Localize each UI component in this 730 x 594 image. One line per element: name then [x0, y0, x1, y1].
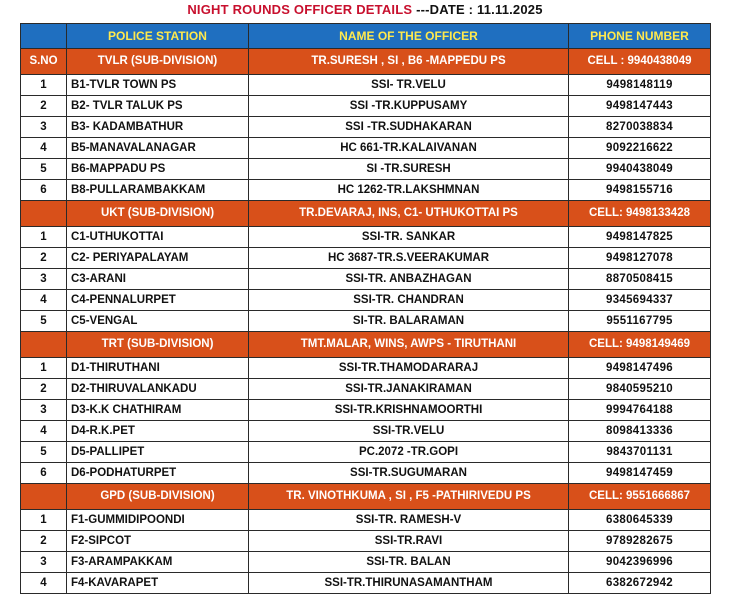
- table-row: [21, 227, 711, 248]
- serial-number-cell: 1: [21, 510, 67, 531]
- table-row: [21, 552, 711, 573]
- phone-number-cell: 9345694337: [569, 290, 711, 311]
- officer-name-cell: SSI-TR. SANKAR: [249, 227, 569, 248]
- serial-number-cell: 2: [21, 379, 67, 400]
- phone-number-cell: 8098413336: [569, 421, 711, 442]
- serial-number-cell: 4: [21, 421, 67, 442]
- police-station-cell: B5-MANAVALANAGAR: [67, 138, 249, 159]
- night-rounds-table-body: [21, 24, 711, 594]
- officer-name-cell: PC.2072 -TR.GOPI: [249, 442, 569, 463]
- subdivision-sno-label: [21, 201, 67, 227]
- phone-number-cell: 8870508415: [569, 269, 711, 290]
- page-title-main: NIGHT ROUNDS OFFICER DETAILS: [187, 2, 413, 17]
- page-title-date: ---DATE : 11.11.2025: [416, 2, 543, 17]
- table-row: [21, 290, 711, 311]
- phone-number-cell: 9994764188: [569, 400, 711, 421]
- table-row: [21, 96, 711, 117]
- phone-number-cell: 9843701131: [569, 442, 711, 463]
- phone-number-cell: 9498148119: [569, 75, 711, 96]
- officer-name-cell: SSI-TR.THIRUNASAMANTHAM: [249, 573, 569, 594]
- page-title: [0, 0, 730, 20]
- serial-number-cell: 4: [21, 573, 67, 594]
- police-station-cell: C4-PENNALURPET: [67, 290, 249, 311]
- subdivision-header-row: [21, 201, 711, 227]
- phone-number-cell: 9498147825: [569, 227, 711, 248]
- table-row: [21, 180, 711, 201]
- phone-number-cell: 8270038834: [569, 117, 711, 138]
- police-station-cell: D5-PALLIPET: [67, 442, 249, 463]
- subdivision-phone: CELL: 9498149469: [569, 332, 711, 358]
- police-station-cell: F1-GUMMIDIPOONDI: [67, 510, 249, 531]
- police-station-cell: F3-ARAMPAKKAM: [67, 552, 249, 573]
- officer-name-cell: SSI-TR.JANAKIRAMAN: [249, 379, 569, 400]
- table-row: [21, 311, 711, 332]
- serial-number-cell: 4: [21, 290, 67, 311]
- officer-name-cell: SI -TR.SURESH: [249, 159, 569, 180]
- header-police-station: POLICE STATION: [67, 24, 249, 49]
- serial-number-cell: 3: [21, 117, 67, 138]
- serial-number-cell: 6: [21, 463, 67, 484]
- officer-name-cell: HC 1262-TR.LAKSHMNAN: [249, 180, 569, 201]
- subdivision-officer: TMT.MALAR, WINS, AWPS - TIRUTHANI: [249, 332, 569, 358]
- phone-number-cell: 9498127078: [569, 248, 711, 269]
- phone-number-cell: 9498155716: [569, 180, 711, 201]
- serial-number-cell: 2: [21, 531, 67, 552]
- officer-name-cell: SSI-TR. ANBAZHAGAN: [249, 269, 569, 290]
- night-rounds-table: [20, 23, 711, 594]
- officer-name-cell: SI-TR. BALARAMAN: [249, 311, 569, 332]
- phone-number-cell: 9092216622: [569, 138, 711, 159]
- subdivision-sno-label: [21, 484, 67, 510]
- subdivision-phone: CELL: 9551666867: [569, 484, 711, 510]
- officer-name-cell: SSI-TR. RAMESH-V: [249, 510, 569, 531]
- police-station-cell: B8-PULLARAMBAKKAM: [67, 180, 249, 201]
- serial-number-cell: 2: [21, 248, 67, 269]
- subdivision-name: TRT (SUB-DIVISION): [67, 332, 249, 358]
- subdivision-officer: TR. VINOTHKUMA , SI , F5 -PATHIRIVEDU PS: [249, 484, 569, 510]
- police-station-cell: C1-UTHUKOTTAI: [67, 227, 249, 248]
- phone-number-cell: 9940438049: [569, 159, 711, 180]
- police-station-cell: D4-R.K.PET: [67, 421, 249, 442]
- phone-number-cell: 9498147496: [569, 358, 711, 379]
- subdivision-name: TVLR (SUB-DIVISION): [67, 49, 249, 75]
- officer-name-cell: SSI-TR.VELU: [249, 421, 569, 442]
- officer-name-cell: SSI -TR.SUDHAKARAN: [249, 117, 569, 138]
- header-sno-cell: [21, 24, 67, 49]
- officer-name-cell: SSI-TR. CHANDRAN: [249, 290, 569, 311]
- table-row: [21, 248, 711, 269]
- police-station-cell: F2-SIPCOT: [67, 531, 249, 552]
- subdivision-phone: CELL : 9940438049: [569, 49, 711, 75]
- serial-number-cell: 6: [21, 180, 67, 201]
- serial-number-cell: 5: [21, 442, 67, 463]
- police-station-cell: D1-THIRUTHANI: [67, 358, 249, 379]
- table-row: [21, 421, 711, 442]
- serial-number-cell: 2: [21, 96, 67, 117]
- police-station-cell: C3-ARANI: [67, 269, 249, 290]
- table-row: [21, 358, 711, 379]
- serial-number-cell: 1: [21, 358, 67, 379]
- officer-name-cell: SSI-TR.KRISHNAMOORTHI: [249, 400, 569, 421]
- officer-name-cell: SSI-TR.RAVI: [249, 531, 569, 552]
- table-row: [21, 117, 711, 138]
- table-row: [21, 573, 711, 594]
- officer-name-cell: SSI-TR.SUGUMARAN: [249, 463, 569, 484]
- officer-name-cell: HC 3687-TR.S.VEERAKUMAR: [249, 248, 569, 269]
- police-station-cell: F4-KAVARAPET: [67, 573, 249, 594]
- police-station-cell: B1-TVLR TOWN PS: [67, 75, 249, 96]
- subdivision-officer: TR.SURESH , SI , B6 -MAPPEDU PS: [249, 49, 569, 75]
- phone-number-cell: 9498147443: [569, 96, 711, 117]
- officer-name-cell: SSI- TR.VELU: [249, 75, 569, 96]
- serial-number-cell: 5: [21, 159, 67, 180]
- police-station-cell: B2- TVLR TALUK PS: [67, 96, 249, 117]
- table-row: [21, 138, 711, 159]
- table-row: [21, 379, 711, 400]
- subdivision-header-row: [21, 332, 711, 358]
- subdivision-officer: TR.DEVARAJ, INS, C1- UTHUKOTTAI PS: [249, 201, 569, 227]
- officer-name-cell: SSI-TR. BALAN: [249, 552, 569, 573]
- serial-number-cell: 3: [21, 552, 67, 573]
- subdivision-header-row: [21, 49, 711, 75]
- officer-name-cell: SSI-TR.THAMODARARAJ: [249, 358, 569, 379]
- phone-number-cell: 6380645339: [569, 510, 711, 531]
- subdivision-name: GPD (SUB-DIVISION): [67, 484, 249, 510]
- police-station-cell: B3- KADAMBATHUR: [67, 117, 249, 138]
- table-row: [21, 400, 711, 421]
- phone-number-cell: 9042396996: [569, 552, 711, 573]
- serial-number-cell: 3: [21, 269, 67, 290]
- phone-number-cell: 9498147459: [569, 463, 711, 484]
- subdivision-sno-label: S.NO: [21, 49, 67, 75]
- table-header-row: [21, 24, 711, 49]
- serial-number-cell: 1: [21, 75, 67, 96]
- serial-number-cell: 5: [21, 311, 67, 332]
- police-station-cell: D6-PODHATURPET: [67, 463, 249, 484]
- police-station-cell: D3-K.K CHATHIRAM: [67, 400, 249, 421]
- subdivision-header-row: [21, 484, 711, 510]
- subdivision-sno-label: [21, 332, 67, 358]
- phone-number-cell: 9551167795: [569, 311, 711, 332]
- police-station-cell: C5-VENGAL: [67, 311, 249, 332]
- officer-name-cell: SSI -TR.KUPPUSAMY: [249, 96, 569, 117]
- table-row: [21, 269, 711, 290]
- phone-number-cell: 9789282675: [569, 531, 711, 552]
- table-row: [21, 510, 711, 531]
- header-officer-name: NAME OF THE OFFICER: [249, 24, 569, 49]
- table-row: [21, 531, 711, 552]
- serial-number-cell: 1: [21, 227, 67, 248]
- subdivision-phone: CELL: 9498133428: [569, 201, 711, 227]
- header-phone-number: PHONE NUMBER: [569, 24, 711, 49]
- table-row: [21, 159, 711, 180]
- table-row: [21, 463, 711, 484]
- police-station-cell: B6-MAPPADU PS: [67, 159, 249, 180]
- police-station-cell: C2- PERIYAPALAYAM: [67, 248, 249, 269]
- table-row: [21, 442, 711, 463]
- police-station-cell: D2-THIRUVALANKADU: [67, 379, 249, 400]
- serial-number-cell: 3: [21, 400, 67, 421]
- officer-name-cell: HC 661-TR.KALAIVANAN: [249, 138, 569, 159]
- phone-number-cell: 9840595210: [569, 379, 711, 400]
- subdivision-name: UKT (SUB-DIVISION): [67, 201, 249, 227]
- phone-number-cell: 6382672942: [569, 573, 711, 594]
- serial-number-cell: 4: [21, 138, 67, 159]
- table-row: [21, 75, 711, 96]
